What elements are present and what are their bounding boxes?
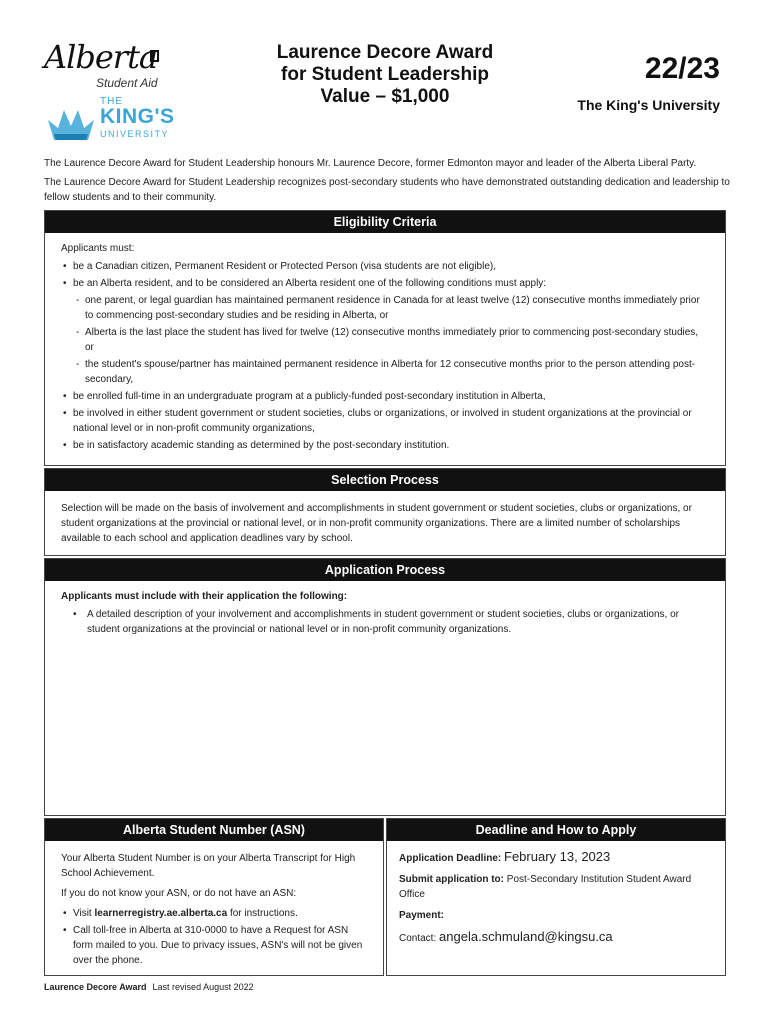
student-aid-label: Student Aid — [96, 76, 158, 90]
institution-name: The King's University — [577, 97, 720, 113]
deadline-field[interactable]: February 13, 2023 — [504, 849, 611, 864]
selection-section — [44, 468, 726, 556]
intro-text — [44, 156, 730, 209]
submit-row — [399, 872, 713, 902]
kings-name: KING'S — [100, 105, 175, 128]
eligibility-section — [44, 210, 726, 466]
application-item: • A detailed description of your involvement and accomplishments in student government or student societies, clubs or organizations, or student organizations at the provincial or national level or in non-profit community organizations. — [61, 607, 709, 637]
award-value: Value – $1,000 — [320, 86, 450, 107]
residency-condition: - Alberta is the last place the student has lived for twelve (12) consecutive months immediately prior to commencing post-secondary studies, or — [61, 325, 709, 355]
award-year: 22/23 — [644, 52, 720, 85]
asn-item — [61, 906, 367, 921]
residency-condition: - one parent, or legal guardian has maintained permanent residence in Canada for at least twelve (12) consecutive months immediately prior to commencing post-secondary studies and be residing in Alberta, or — [61, 293, 709, 323]
crown-icon — [46, 106, 96, 142]
bottom-columns — [44, 818, 726, 976]
selection-text: Selection will be made on the basis of involvement and accomplishments in student government or student societies, clubs or organizations, or student organizations at the provincial or national level, or in non-profit community organizations. There are a limited number of scholarships available to each school and application deadlines vary by school. — [61, 503, 692, 544]
intro-paragraph-1: The Laurence Decore Award for Student Leadership honours Mr. Laurence Decore, former Edmonton mayor and leader of the Alberta Liberal Party. — [44, 158, 697, 169]
award-title-line-2: for Student Leadership — [281, 64, 489, 85]
asn-visit-prefix: Visit — [73, 908, 95, 919]
asn-heading: Alberta Student Number (ASN) — [45, 819, 383, 841]
learner-registry-link[interactable]: learnerregistry.ae.alberta.ca — [94, 908, 228, 919]
alberta-logo — [44, 38, 174, 88]
kings-university-label: UNIVERSITY — [100, 129, 170, 139]
kings-university-logo — [46, 96, 186, 146]
eligibility-item: • be involved in either student government or student societies, clubs or organizations, or involved in student organizations at the provincial or national level or in non-profit community organizations, — [61, 406, 709, 436]
application-section — [44, 558, 726, 816]
alberta-flag-icon — [150, 50, 159, 62]
residency-condition: - the student's spouse/partner has maintained permanent residence in Alberta for 12 consecutive months prior to the person attending post-secondary, — [61, 357, 709, 387]
payment-label: Payment: — [399, 910, 445, 921]
contact-field[interactable]: angela.schmuland@kingsu.ca — [439, 929, 613, 944]
contact-label: Contact: — [399, 933, 437, 944]
eligibility-item: • be in satisfactory academic standing as determined by the post-secondary institution. — [61, 438, 709, 453]
contact-row — [399, 929, 713, 946]
kings-the: THE — [100, 96, 123, 107]
asn-item: • Call toll-free in Alberta at 310-0000 to have a Request for ASN form mailed to you. Due to privacy issues, ASN's will not be given over the phone. — [61, 923, 367, 968]
application-heading: Application Process — [45, 559, 725, 581]
asn-paragraph: If you do not know your ASN, or do not have an ASN: — [61, 888, 297, 899]
asn-visit-suffix: for instructions. — [227, 908, 298, 919]
asn-section — [44, 818, 384, 976]
submit-label: Submit application to: — [399, 874, 504, 885]
award-title-line-1: Laurence Decore Award — [276, 42, 494, 63]
eligibility-item: • be an Alberta resident, and to be considered an Alberta resident one of the following conditions must apply: — [61, 276, 709, 291]
page-footer — [44, 982, 254, 992]
footer-title: Laurence Decore Award — [44, 982, 147, 992]
award-title — [255, 42, 515, 108]
eligibility-lead: Applicants must: — [61, 243, 135, 254]
deadline-section — [386, 818, 726, 976]
asn-paragraph: Your Alberta Student Number is on your Alberta Transcript for High School Achievement. — [61, 853, 356, 879]
application-lead: Applicants must include with their application the following: — [61, 591, 348, 602]
deadline-label: Application Deadline: — [399, 853, 502, 864]
deadline-heading: Deadline and How to Apply — [387, 819, 725, 841]
eligibility-item: • be enrolled full-time in an undergraduate program at a publicly-funded post-secondary institution in Alberta, — [61, 389, 709, 404]
eligibility-heading: Eligibility Criteria — [45, 211, 725, 233]
selection-heading: Selection Process — [45, 469, 725, 491]
eligibility-item: • be a Canadian citizen, Permanent Resident or Protected Person (visa students are not eligible), — [61, 259, 709, 274]
deadline-row — [399, 849, 713, 866]
submit-field[interactable]: Post-Secondary Institution Student Award Office — [399, 874, 692, 900]
payment-row — [399, 908, 713, 923]
intro-paragraph-2: The Laurence Decore Award for Student Leadership recognizes post-secondary students who have demonstrated outstanding dedication and leadership to fellow students and to their community. — [44, 177, 730, 203]
footer-revised: Last revised August 2022 — [152, 982, 254, 992]
alberta-wordmark: Alberta — [44, 38, 157, 76]
